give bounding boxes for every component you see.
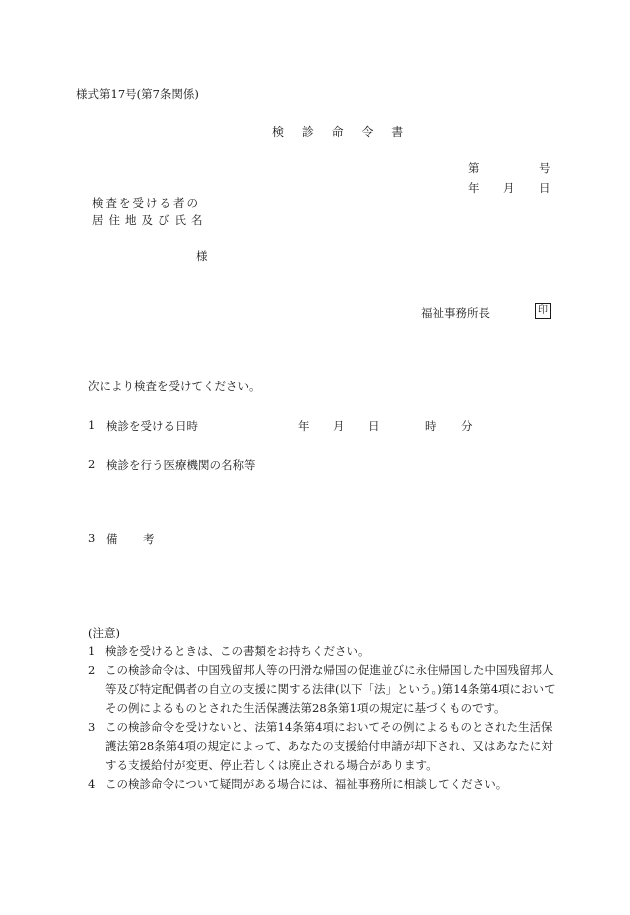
exam-month-label: 月 <box>333 419 345 433</box>
notes-heading: (注意) <box>88 626 120 640</box>
note-number: 4 <box>88 777 96 791</box>
note-number: 1 <box>88 644 96 658</box>
note-item <box>88 661 558 718</box>
recipient-honorific: 様 <box>196 249 208 263</box>
document-title: 検 診 命 令 書 <box>272 125 411 139</box>
intro-text: 次により検査を受けてください。 <box>88 379 261 393</box>
date-month-label: 月 <box>503 181 515 195</box>
item3-label-b: 考 <box>143 532 155 546</box>
date-day-label: 日 <box>539 181 551 195</box>
recipient-label-line2: 居住地及び氏名 <box>92 213 208 227</box>
form-number: 様式第17号(第7条関係) <box>76 87 199 101</box>
document-number-prefix: 第 <box>468 161 480 175</box>
exam-hour-label: 時 <box>425 419 437 433</box>
issuer-office: 福祉事務所長 <box>421 306 490 320</box>
document-number-suffix: 号 <box>539 161 551 175</box>
note-number: 2 <box>88 663 96 677</box>
note-text: この検診命令を受けないと、法第14条第4項においてその例によるものとされた生活保護法第28条第4項の規定によって、あなたの支援給付申請が却下され、又はあなたに対する支援給付が変更、停止若しくは廃止される場合があります。 <box>105 720 553 772</box>
seal-mark: 印 <box>535 303 551 319</box>
note-text: この検診命令について疑問がある場合には、福祉事務所に相談してください。 <box>105 777 508 791</box>
note-item <box>88 775 558 794</box>
recipient-label-line1: 検査を受ける者の <box>92 196 200 210</box>
item1-label: 検診を受ける日時 <box>106 419 198 433</box>
date-year-label: 年 <box>468 181 480 195</box>
exam-year-label: 年 <box>298 419 310 433</box>
exam-day-label: 日 <box>368 419 380 433</box>
item3-number: 3 <box>88 531 96 545</box>
item2-number: 2 <box>88 457 96 471</box>
note-text: 検診を受けるときは、この書類をお持ちください。 <box>105 644 370 658</box>
note-text: この検診命令は、中国残留邦人等の円滑な帰国の促進並びに永住帰国した中国残留邦人等及び特定配偶者の自立の支援に関する法律(以下「法」という。)第14条第4項においてその例によるものとされた生活保護法第28条第1項の規定に基づくものです。 <box>105 663 556 715</box>
item2-label: 検診を行う医療機関の名称等 <box>106 458 256 472</box>
note-item <box>88 642 558 661</box>
item1-number: 1 <box>88 418 96 432</box>
item3-label-a: 備 <box>106 532 118 546</box>
note-number: 3 <box>88 720 96 734</box>
exam-minute-label: 分 <box>461 419 473 433</box>
note-item <box>88 718 558 775</box>
